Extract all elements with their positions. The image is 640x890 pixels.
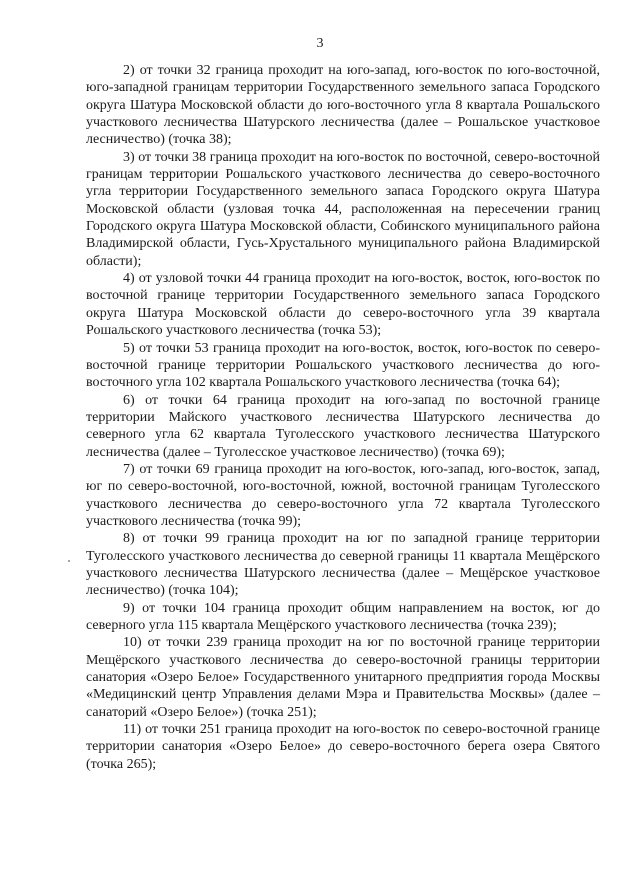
paragraph-item-7: 7) от точки 69 граница проходит на юго-восток, юго-запад, юго-восток, запад, юг по северо-восточной, юго-восточной, южной, восточной границам Туголесского участкового лесничества до северо-восточного угла 72 квартала Туголесского участкового лесничества (точка 99); [86, 461, 600, 529]
paragraph-item-5: 5) от точки 53 граница проходит на юго-восток, восток, юго-восток по северо-восточной границе территории Рошальского участкового лесничества до юго-восточного угла 102 квартала Рошальского участкового лесничества (точка 64); [86, 340, 600, 391]
paragraph-item-4: 4) от узловой точки 44 граница проходит на юго-восток, восток, юго-восток по восточной границе территории Государственного земельного запаса Городского округа Шатура Московской области до северо-восточного угла 39 квартала Рошальского участкового лесничества (точка 53); [86, 271, 600, 339]
document-body [86, 62, 600, 773]
paragraph-item-3: 3) от точки 38 граница проходит на юго-восток по восточной, северо-восточной границам территории Рошальского участкового лесничества до северо-восточного угла территории Государственного земельного запаса Городского округа Шатура Московской области (узловая точка 44, расположенная на пересечении границ Городского округа Шатура Московской области, Собинского муниципального района Владимирской области, Гусь-Хрустального муниципального района Владимирской области); [86, 149, 600, 269]
paragraph-item-2: 2) от точки 32 граница проходит на юго-запад, юго-восток по юго-восточной, юго-западной границам территории Государственного земельного запаса Городского округа Шатура Московской области до юго-восточного угла 8 квартала Рошальского участкового лесничества Шатурского лесничества (далее – Рошальское участковое лесничество) (точка 38); [86, 63, 600, 148]
paragraph-item-11: 11) от точки 251 граница проходит на юго-восток по северо-восточной границе территории санатория «Озеро Белое» до северо-восточного берега озера Святого (точка 265); [86, 722, 600, 772]
scan-speck [68, 560, 70, 562]
paragraph-item-9: 9) от точки 104 граница проходит общим направлением на восток, юг до северного угла 115 квартала Мещёрского участкового лесничества (точка 239); [86, 600, 600, 633]
paragraph-item-8: 8) от точки 99 граница проходит на юг по западной границе территории Туголесского участкового лесничества до северной границы 11 квартала Мещёрского участкового лесничества Шатурского лесничества (далее – Мещёрское участковое лесничество) (точка 104); [86, 531, 600, 599]
paragraph-item-6: 6) от точки 64 граница проходит на юго-запад по восточной границе территории Майского участкового лесничества Шатурского лесничества до северного угла 62 квартала Туголесского участкового лесничества Шатурского лесничества (далее – Туголесское участковое лесничество) (точка 69); [86, 392, 600, 460]
page-number: 3 [316, 36, 324, 51]
paragraph-item-10: 10) от точки 239 граница проходит на юг по восточной границе территории Мещёрского участкового лесничества до северо-восточной границы территории санатория «Озеро Белое» Государственного унитарного предприятия города Москвы «Медицинский центр Управления делами Мэра и Правительства Москвы» (далее – санаторий «Озеро Белое») (точка 251); [86, 635, 600, 720]
